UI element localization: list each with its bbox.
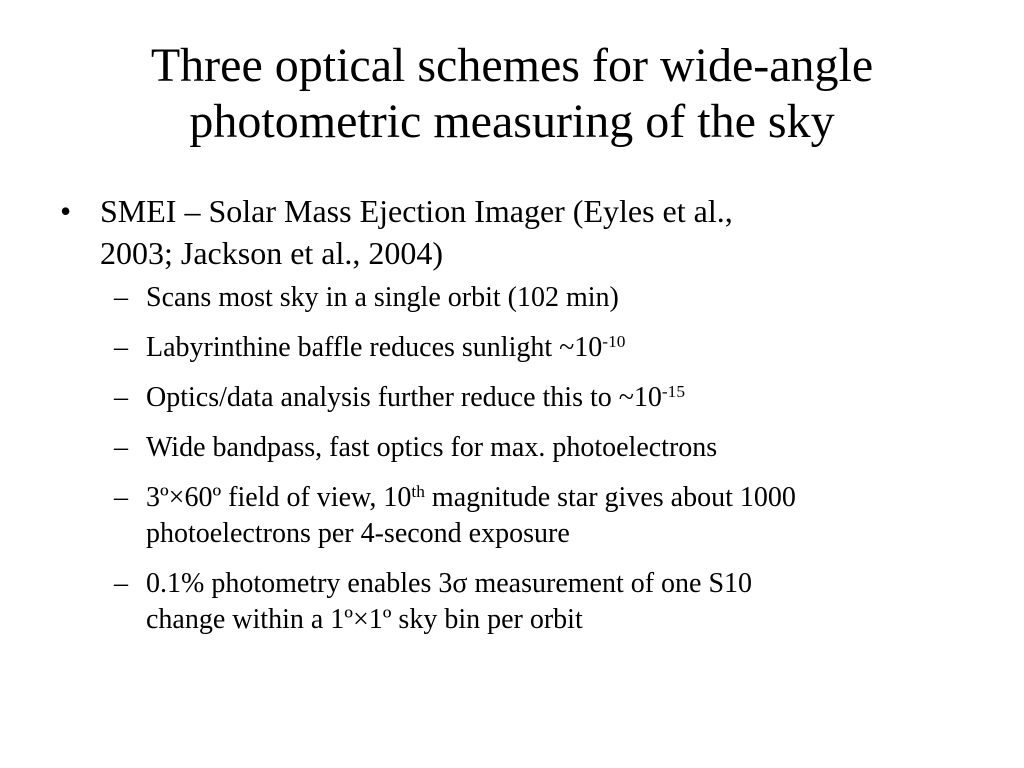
sub-marker: –: [114, 282, 128, 313]
sub-item-baffle-text: Labyrinthine baffle reduces sunlight ~10: [146, 332, 603, 363]
sub-item-fov-pre: 3º×60º field of view, 10: [146, 482, 412, 513]
sub-item-fov: [60, 480, 960, 552]
sub-item-fov-superscript: th: [411, 482, 425, 502]
sub-item-fov-line-2: photoelectrons per 4-second exposure: [146, 518, 570, 549]
sub-marker: –: [114, 482, 128, 513]
sub-item-bandpass-text: Wide bandpass, fast optics for max. photoelectrons: [146, 432, 718, 463]
title-line-1: Three optical schemes for wide-angle: [150, 39, 874, 92]
slide-content: [60, 190, 960, 652]
sub-item-scan-text: Scans most sky in a single orbit (102 min): [146, 282, 619, 313]
sub-marker: –: [114, 332, 128, 363]
slide-title: [40, 38, 984, 150]
sub-item-scan: [60, 280, 960, 316]
sub-item-baffle: [60, 330, 960, 366]
sub-item-optics-text: Optics/data analysis further reduce this to ~10: [146, 382, 662, 413]
sub-item-photometry-line-2: change within a 1º×1º sky bin per orbit: [146, 604, 583, 635]
sub-marker: –: [114, 382, 128, 413]
sub-item-photometry: [60, 566, 960, 638]
sub-item-baffle-exponent: -10: [602, 332, 626, 352]
sub-item-optics-exponent: -15: [661, 382, 686, 402]
bullet-smei: [60, 190, 960, 274]
sub-marker: –: [114, 432, 128, 463]
bullet-marker: •: [60, 193, 72, 229]
sub-item-fov-post: magnitude star gives about 1000: [424, 482, 796, 513]
sub-marker: –: [114, 568, 128, 599]
sub-item-optics: [60, 380, 960, 416]
title-line-2: photometric measuring of the sky: [189, 95, 835, 148]
sub-item-photometry-line-1: 0.1% photometry enables 3σ measurement of one S10: [146, 568, 753, 599]
sub-list: [60, 280, 960, 638]
sub-item-fov-line-1: [146, 480, 960, 516]
bullet-smei-line-2: 2003; Jackson et al., 2004): [100, 235, 444, 271]
bullet-smei-line-1: SMEI – Solar Mass Ejection Imager (Eyles et al.,: [100, 193, 733, 229]
sub-item-bandpass: [60, 430, 960, 466]
